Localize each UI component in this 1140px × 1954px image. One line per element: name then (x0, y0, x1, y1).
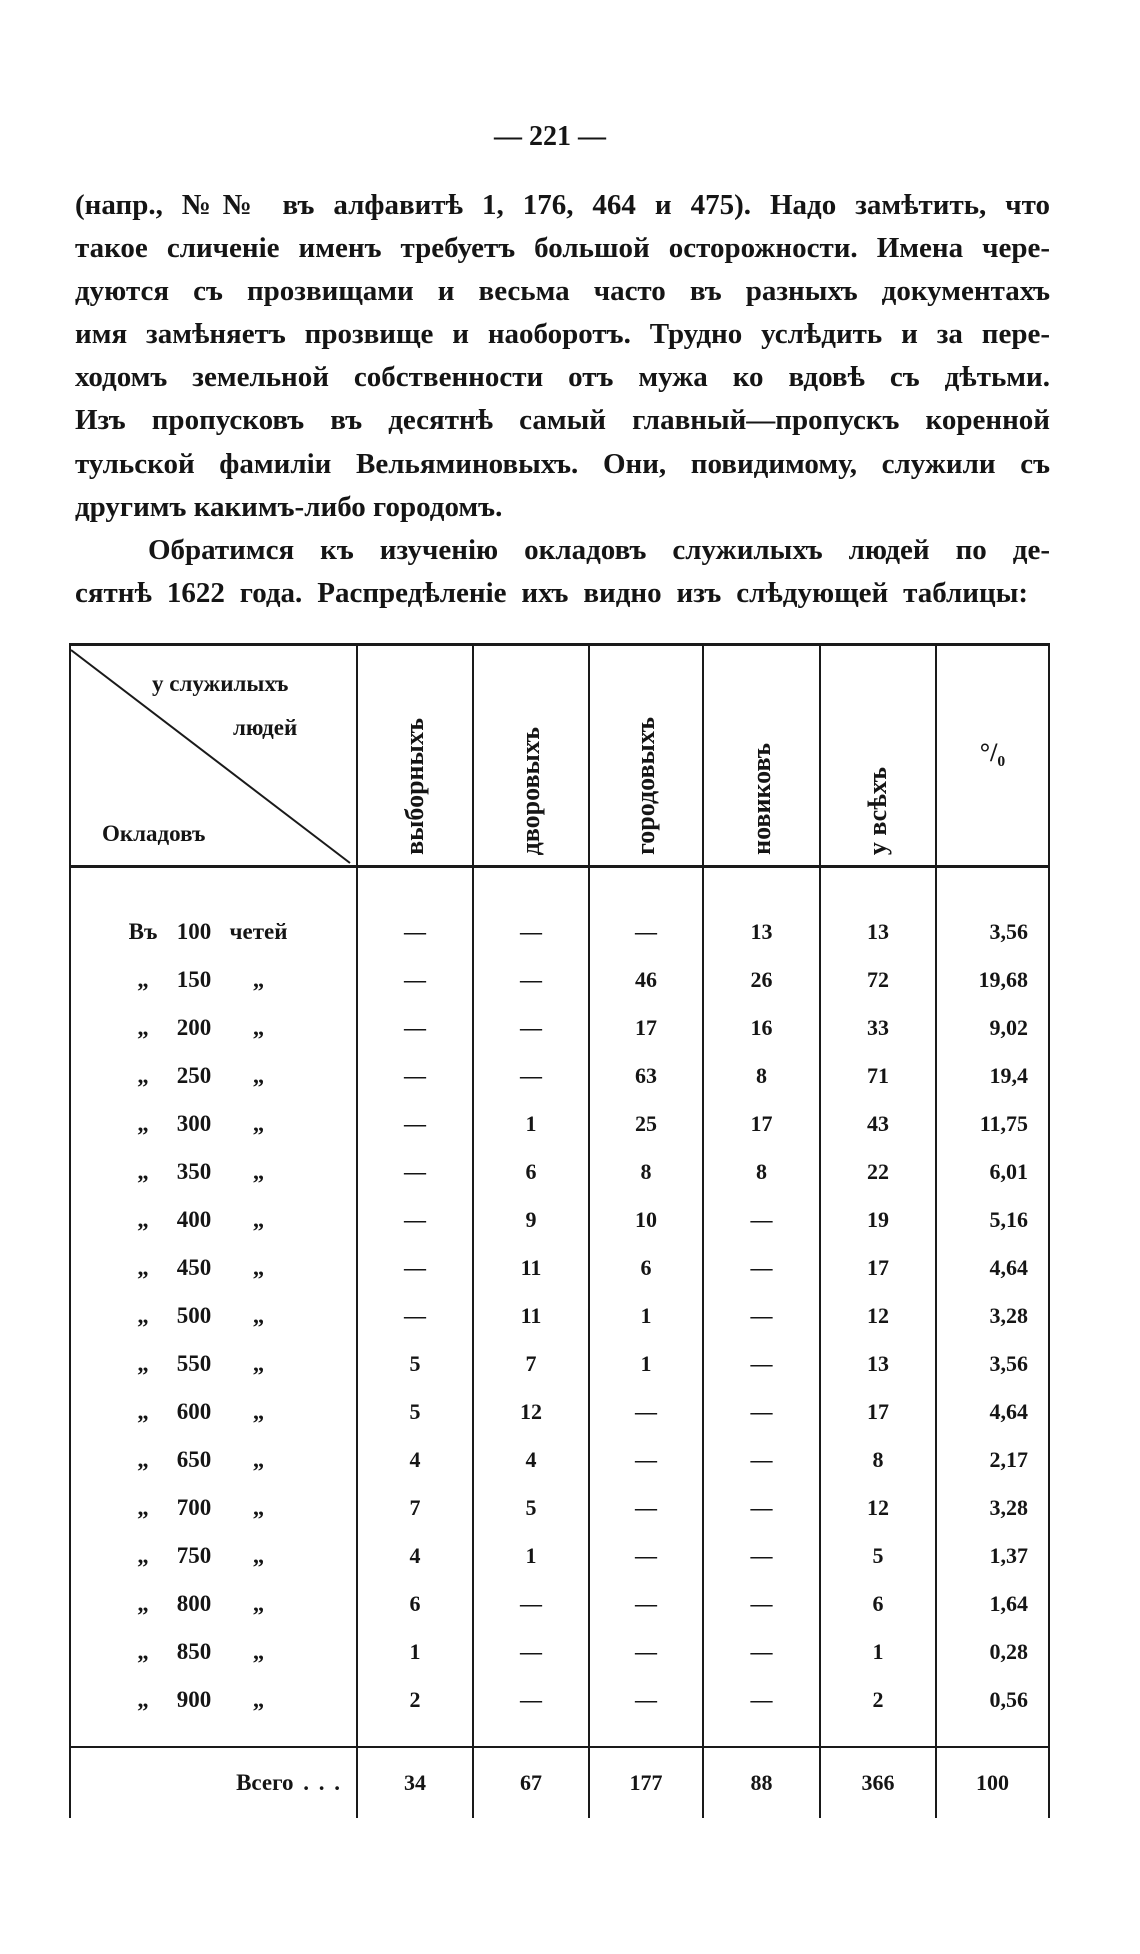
row-label-prefix: „ (137, 1207, 149, 1232)
column-header-label: городовыхъ (631, 717, 660, 855)
total-elected: 34 (357, 1747, 473, 1818)
cell-percent: 4,64 (936, 1388, 1049, 1436)
row-label (70, 956, 357, 1004)
table-total-row (70, 1747, 1049, 1818)
column-header-label: у всѣхъ (863, 766, 892, 855)
column-header-label: новиковъ (746, 743, 776, 855)
cell-court: — (473, 1580, 589, 1628)
row-label-amount: 150 (176, 967, 212, 992)
cell-court: — (473, 1052, 589, 1100)
row-label (70, 1340, 357, 1388)
cell-novices: — (703, 1292, 820, 1340)
cell-percent: 3,28 (936, 1484, 1049, 1532)
table-spacer-cell (357, 1724, 473, 1747)
cell-elected: — (357, 1100, 473, 1148)
cell-elected: 1 (357, 1628, 473, 1676)
cell-all: 6 (820, 1580, 936, 1628)
cell-percent: 19,68 (936, 956, 1049, 1004)
row-label-suffix: „ (252, 1351, 265, 1376)
row-label-amount: 350 (176, 1159, 212, 1184)
table-spacer-cell (703, 1724, 820, 1747)
table-spacer-cell (820, 1724, 936, 1747)
cell-percent: 5,16 (936, 1196, 1049, 1244)
text-line: дуются съ прозвищами и весьма часто въ разныхъ документахъ (75, 275, 1050, 308)
cell-novices: 8 (703, 1052, 820, 1100)
cell-percent: 1,64 (936, 1580, 1049, 1628)
cell-elected: 6 (357, 1580, 473, 1628)
cell-court: 5 (473, 1484, 589, 1532)
row-label-prefix: „ (137, 1591, 149, 1616)
table-row (70, 1532, 1049, 1580)
row-label (70, 1628, 357, 1676)
row-label-amount: 650 (176, 1447, 212, 1472)
cell-town: — (589, 1436, 703, 1484)
body-text (75, 184, 1050, 615)
row-label-amount: 850 (176, 1639, 212, 1664)
cell-novices: — (703, 1436, 820, 1484)
total-percent: 100 (936, 1747, 1049, 1818)
cell-town: — (589, 1580, 703, 1628)
table-row (70, 1580, 1049, 1628)
row-label-suffix: „ (252, 1399, 265, 1424)
cell-town: 1 (589, 1340, 703, 1388)
corner-label-servicemen: у служилыхъ (152, 671, 289, 696)
row-label-suffix: „ (252, 1111, 265, 1136)
cell-elected: 7 (357, 1484, 473, 1532)
row-label-suffix: „ (252, 1591, 265, 1616)
table-spacer-cell (703, 867, 820, 909)
cell-novices: 17 (703, 1100, 820, 1148)
cell-court: 12 (473, 1388, 589, 1436)
table-row (70, 1292, 1049, 1340)
cell-all: 19 (820, 1196, 936, 1244)
cell-novices: — (703, 1628, 820, 1676)
row-label-amount: 500 (176, 1303, 212, 1328)
cell-novices: — (703, 1676, 820, 1724)
table-row (70, 1100, 1049, 1148)
cell-elected: 5 (357, 1388, 473, 1436)
total-town: 177 (589, 1747, 703, 1818)
total-label: Всего . . . (70, 1747, 357, 1818)
row-label-suffix: „ (252, 1159, 265, 1184)
cell-novices: — (703, 1340, 820, 1388)
total-novices: 88 (703, 1747, 820, 1818)
row-label-suffix: „ (252, 1639, 265, 1664)
cell-court: — (473, 1004, 589, 1052)
row-label (70, 1004, 357, 1052)
row-label-prefix: Въ (128, 919, 158, 944)
row-label (70, 1148, 357, 1196)
table-spacer-cell (820, 867, 936, 909)
cell-percent: 19,4 (936, 1052, 1049, 1100)
text-line: Обратимся къ изученію окладовъ служилыхъ людей по де- (148, 533, 1050, 566)
cell-elected: 2 (357, 1676, 473, 1724)
table-header-row (70, 645, 1049, 867)
row-label-suffix: четей (229, 919, 288, 944)
table-row (70, 1388, 1049, 1436)
cell-court: — (473, 908, 589, 956)
row-label-amount: 900 (176, 1687, 212, 1712)
cell-elected: 5 (357, 1340, 473, 1388)
cell-town: 46 (589, 956, 703, 1004)
cell-elected: — (357, 1148, 473, 1196)
cell-court: — (473, 956, 589, 1004)
cell-novices: 13 (703, 908, 820, 956)
cell-novices: — (703, 1532, 820, 1580)
paragraph (75, 184, 1050, 529)
cell-court: 11 (473, 1292, 589, 1340)
cell-elected: — (357, 1052, 473, 1100)
cell-percent: 1,37 (936, 1532, 1049, 1580)
cell-elected: — (357, 1292, 473, 1340)
cell-town: 1 (589, 1292, 703, 1340)
table-spacer-cell (473, 867, 589, 909)
row-label (70, 1388, 357, 1436)
table-row (70, 1244, 1049, 1292)
cell-all: 2 (820, 1676, 936, 1724)
row-label-prefix: „ (137, 1399, 149, 1424)
cell-all: 71 (820, 1052, 936, 1100)
row-label-amount: 400 (176, 1207, 212, 1232)
cell-all: 43 (820, 1100, 936, 1148)
cell-all: 22 (820, 1148, 936, 1196)
text-line: Изъ пропусковъ въ десятнѣ самый главный—пропускъ коренной (75, 404, 1050, 437)
row-label-prefix: „ (137, 1447, 149, 1472)
cell-town: 17 (589, 1004, 703, 1052)
row-label (70, 1100, 357, 1148)
cell-novices: — (703, 1580, 820, 1628)
cell-court: 1 (473, 1532, 589, 1580)
cell-town: — (589, 1484, 703, 1532)
table-spacer-cell (357, 867, 473, 909)
total-all: 366 (820, 1747, 936, 1818)
row-label-amount: 450 (176, 1255, 212, 1280)
table-row (70, 1436, 1049, 1484)
column-header-label: °/₀ (979, 738, 1006, 767)
text-line: другимъ какимъ-либо городомъ. (75, 490, 503, 523)
cell-elected: — (357, 956, 473, 1004)
cell-all: 13 (820, 908, 936, 956)
row-label (70, 1484, 357, 1532)
cell-elected: — (357, 1004, 473, 1052)
column-header-court (473, 645, 589, 867)
table-spacer-cell (70, 867, 357, 909)
cell-elected: — (357, 1244, 473, 1292)
row-label-prefix: „ (137, 967, 149, 992)
cell-percent: 3,56 (936, 908, 1049, 956)
row-label-prefix: „ (137, 1351, 149, 1376)
table-body (70, 908, 1049, 1724)
row-label (70, 908, 357, 956)
text-line: сятнѣ 1622 года. Распредѣленіе ихъ видно изъ слѣдующей таблицы: (75, 576, 1028, 609)
cell-all: 8 (820, 1436, 936, 1484)
table-spacer-cell (589, 867, 703, 909)
cell-novices: 8 (703, 1148, 820, 1196)
row-label-amount: 100 (176, 919, 212, 944)
table-row (70, 1484, 1049, 1532)
cell-court: — (473, 1628, 589, 1676)
text-line: такое сличеніе именъ требуетъ большой осторожности. Имена чере- (75, 232, 1050, 265)
row-label-amount: 550 (176, 1351, 212, 1376)
table-row (70, 1628, 1049, 1676)
table-spacer-cell (473, 1724, 589, 1747)
row-label-prefix: „ (137, 1303, 149, 1328)
cell-percent: 0,56 (936, 1676, 1049, 1724)
cell-novices: — (703, 1388, 820, 1436)
cell-town: 63 (589, 1052, 703, 1100)
cell-town: — (589, 1388, 703, 1436)
cell-court: 9 (473, 1196, 589, 1244)
cell-all: 72 (820, 956, 936, 1004)
cell-percent: 6,01 (936, 1148, 1049, 1196)
row-label-suffix: „ (252, 1543, 265, 1568)
cell-town: — (589, 1676, 703, 1724)
row-label (70, 1292, 357, 1340)
row-label-amount: 200 (176, 1015, 212, 1040)
table-spacer-cell (70, 1724, 357, 1747)
table-row (70, 1196, 1049, 1244)
table-row (70, 1148, 1049, 1196)
row-label (70, 1436, 357, 1484)
page-number: — 221 — (494, 121, 606, 152)
table-spacer-cell (936, 1724, 1049, 1747)
row-label-prefix: „ (137, 1111, 149, 1136)
corner-label-people: людей (233, 715, 298, 740)
row-label (70, 1676, 357, 1724)
row-label-suffix: „ (252, 1207, 265, 1232)
cell-novices: — (703, 1484, 820, 1532)
column-header-percent (936, 645, 1049, 867)
row-label-amount: 300 (176, 1111, 212, 1136)
cell-novices: 26 (703, 956, 820, 1004)
row-label-suffix: „ (252, 967, 265, 992)
cell-town: — (589, 1628, 703, 1676)
column-header-town (589, 645, 703, 867)
cell-elected: 4 (357, 1532, 473, 1580)
row-label-suffix: „ (252, 1015, 265, 1040)
row-label-amount: 750 (176, 1543, 212, 1568)
cell-all: 12 (820, 1484, 936, 1532)
row-label-suffix: „ (252, 1447, 265, 1472)
cell-all: 17 (820, 1244, 936, 1292)
text-line: имя замѣняетъ прозвище и наоборотъ. Трудно услѣдить и за пере- (75, 318, 1050, 351)
row-label-prefix: „ (137, 1063, 149, 1088)
cell-percent: 9,02 (936, 1004, 1049, 1052)
cell-percent: 3,56 (936, 1340, 1049, 1388)
cell-elected: 4 (357, 1436, 473, 1484)
row-label-prefix: „ (137, 1543, 149, 1568)
cell-percent: 3,28 (936, 1292, 1049, 1340)
row-label-prefix: „ (137, 1159, 149, 1184)
row-label-prefix: „ (137, 1255, 149, 1280)
corner-label-salaries: Окладовъ (102, 821, 206, 846)
table-spacer-cell (589, 1724, 703, 1747)
row-label-amount: 700 (176, 1495, 212, 1520)
text-line: тульской фамиліи Вельяминовыхъ. Они, повидимому, служили съ (75, 447, 1050, 480)
cell-novices: 16 (703, 1004, 820, 1052)
cell-novices: — (703, 1196, 820, 1244)
table-spacer-row (70, 867, 1049, 909)
cell-court: 4 (473, 1436, 589, 1484)
row-label (70, 1580, 357, 1628)
cell-all: 5 (820, 1532, 936, 1580)
row-label-suffix: „ (252, 1255, 265, 1280)
row-label-amount: 800 (176, 1591, 212, 1616)
row-label (70, 1052, 357, 1100)
table-row (70, 908, 1049, 956)
cell-percent: 11,75 (936, 1100, 1049, 1148)
table-row (70, 1676, 1049, 1724)
table-corner-header (70, 645, 357, 867)
cell-town: 25 (589, 1100, 703, 1148)
cell-town: — (589, 1532, 703, 1580)
cell-town: 8 (589, 1148, 703, 1196)
cell-percent: 2,17 (936, 1436, 1049, 1484)
table-row (70, 1004, 1049, 1052)
cell-town: 10 (589, 1196, 703, 1244)
row-label (70, 1532, 357, 1580)
cell-elected: — (357, 908, 473, 956)
salary-distribution-table (69, 643, 1050, 1818)
column-header-all (820, 645, 936, 867)
column-header-elected (357, 645, 473, 867)
cell-all: 12 (820, 1292, 936, 1340)
row-label-prefix: „ (137, 1639, 149, 1664)
row-label-prefix: „ (137, 1015, 149, 1040)
row-label-suffix: „ (252, 1063, 265, 1088)
cell-town: 6 (589, 1244, 703, 1292)
table-row (70, 1052, 1049, 1100)
cell-all: 33 (820, 1004, 936, 1052)
table-row (70, 1340, 1049, 1388)
row-label-suffix: „ (252, 1687, 265, 1712)
row-label-suffix: „ (252, 1303, 265, 1328)
row-label-amount: 600 (176, 1399, 212, 1424)
row-label-amount: 250 (176, 1063, 212, 1088)
text-line: (напр., №№ въ алфавитѣ 1, 176, 464 и 475). Надо замѣтить, что (75, 189, 1050, 221)
paragraph (75, 529, 1050, 615)
column-header-novices (703, 645, 820, 867)
table-spacer-cell (936, 867, 1049, 909)
cell-percent: 4,64 (936, 1244, 1049, 1292)
cell-all: 17 (820, 1388, 936, 1436)
cell-percent: 0,28 (936, 1628, 1049, 1676)
table-spacer-row (70, 1724, 1049, 1747)
row-label (70, 1244, 357, 1292)
cell-all: 1 (820, 1628, 936, 1676)
row-label (70, 1196, 357, 1244)
row-label-suffix: „ (252, 1495, 265, 1520)
row-label-prefix: „ (137, 1687, 149, 1712)
cell-court: 6 (473, 1148, 589, 1196)
cell-elected: — (357, 1196, 473, 1244)
cell-court: 7 (473, 1340, 589, 1388)
column-header-label: выборныхъ (400, 718, 429, 855)
cell-court: — (473, 1676, 589, 1724)
cell-all: 13 (820, 1340, 936, 1388)
total-court: 67 (473, 1747, 589, 1818)
table-row (70, 956, 1049, 1004)
cell-novices: — (703, 1244, 820, 1292)
text-line: ходомъ земельной собственности отъ мужа ко вдовѣ съ дѣтьми. (75, 361, 1050, 394)
row-label-prefix: „ (137, 1495, 149, 1520)
cell-court: 1 (473, 1100, 589, 1148)
cell-court: 11 (473, 1244, 589, 1292)
cell-town: — (589, 908, 703, 956)
column-header-label: дворовыхъ (516, 726, 545, 855)
